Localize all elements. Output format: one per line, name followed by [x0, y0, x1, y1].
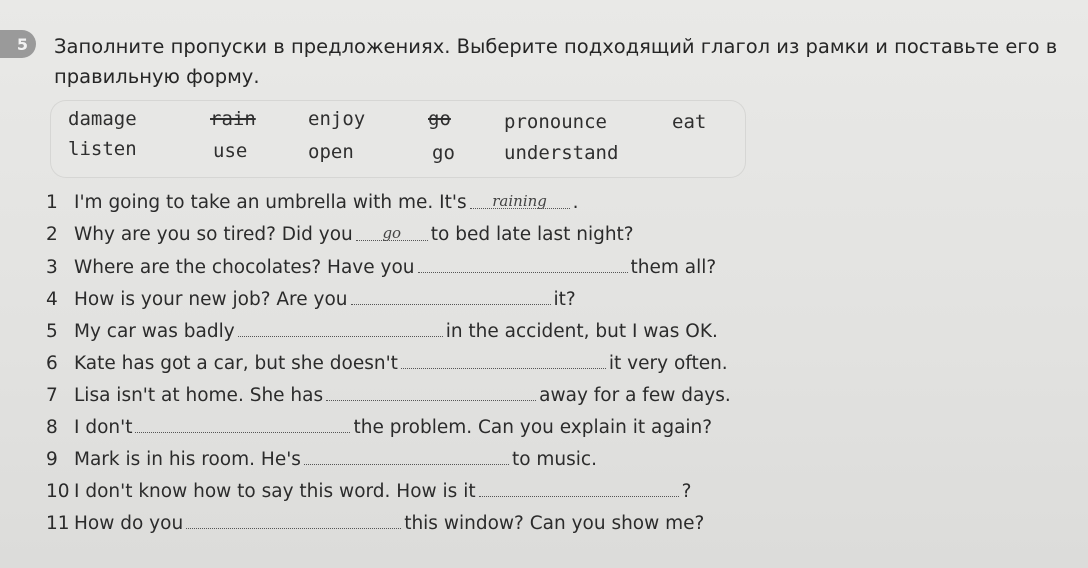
sentence-10: 10 I don't know how to say this word. How is it ? [46, 481, 692, 502]
answer-blank[interactable] [479, 480, 679, 497]
sentence-11: 11 How do you this window? Can you show me? [46, 513, 705, 534]
sentence-text-before: I'm going to take an umbrella with me. It's [74, 192, 467, 213]
word-damage: damage [68, 108, 137, 130]
sentence-text-after: away for a few days. [539, 385, 731, 406]
verb-box [50, 100, 746, 178]
sentence-1: 1 I'm going to take an umbrella with me. It's raining . [46, 192, 579, 213]
answer-blank[interactable] [326, 384, 536, 401]
sentence-text-after: ? [681, 481, 692, 502]
answer-blank[interactable] [470, 192, 570, 209]
sentence-text-before: Where are the chocolates? Have you [74, 257, 415, 278]
sentence-text-after: the problem. Can you explain it again? [353, 417, 713, 438]
word-pronounce: pronounce [504, 111, 607, 133]
sentence-7: 7 Lisa isn't at home. She has away for a few days. [46, 385, 731, 406]
sentence-6: 6 Kate has got a car, but she doesn't it very often. [46, 353, 728, 374]
word-enjoy: enjoy [308, 108, 366, 130]
filled-answer: go [382, 224, 402, 242]
sentence-8: 8 I don't the problem. Can you explain it again? [46, 417, 713, 438]
sentence-text-before: I don't know how to say this word. How is it [74, 481, 476, 502]
word-understand: understand [504, 142, 619, 164]
sentence-5: 5 My car was badly in the accident, but I was OK. [46, 321, 718, 342]
sentence-2: 2 Why are you so tired? Did you go to bed late last night? [46, 224, 634, 245]
sentence-text-before: I don't [74, 417, 133, 438]
answer-blank[interactable] [356, 224, 428, 241]
answer-blank[interactable] [418, 256, 628, 273]
sentence-text-before: How do you [74, 513, 184, 534]
sentence-3: 3 Where are the chocolates? Have you them all? [46, 257, 717, 278]
sentence-text-before: My car was badly [74, 321, 235, 342]
word-go: go [432, 142, 455, 164]
answer-blank[interactable] [401, 352, 606, 369]
exercise-number-badge [0, 30, 36, 58]
sentence-text-before: Kate has got a car, but she doesn't [74, 353, 398, 374]
word-listen: listen [68, 138, 137, 160]
sentence-text-after: in the accident, but I was OK. [445, 321, 718, 342]
word-eat: eat [672, 111, 707, 133]
word-rain-struck: rain [210, 108, 256, 130]
answer-blank[interactable] [135, 416, 350, 433]
filled-answer: raining [492, 192, 547, 210]
sentence-9: 9 Mark is in his room. He's to music. [46, 449, 597, 470]
answer-blank[interactable] [351, 288, 551, 305]
answer-blank[interactable] [238, 320, 443, 337]
answer-blank[interactable] [186, 512, 401, 529]
sentence-text-before: How is your new job? Are you [74, 289, 348, 310]
sentence-text-before: Why are you so tired? Did you [74, 224, 353, 245]
exercise-number: 5 [16, 34, 28, 54]
sentence-text-after: this window? Can you show me? [404, 513, 705, 534]
sentence-text-after: to music. [511, 449, 597, 470]
sentence-4: 4 How is your new job? Are you it? [46, 289, 576, 310]
sentence-text-before: Mark is in his room. He's [74, 449, 301, 470]
sentence-text-after: it? [553, 289, 576, 310]
sentence-text-after: . [572, 192, 579, 213]
sentence-text-after: to bed late last night? [430, 224, 634, 245]
word-open: open [308, 141, 354, 163]
exercise-instruction: Заполните пропуски в предложениях. Выберите подходящий глагол из рамки и поставьте его в правильную форму. [54, 35, 1058, 88]
sentence-text-after: it very often. [608, 353, 728, 374]
word-use: use [213, 140, 248, 162]
word-go-struck: go [428, 108, 451, 130]
sentence-text-before: Lisa isn't at home. She has [74, 385, 324, 406]
sentence-text-after: them all? [630, 257, 717, 278]
answer-blank[interactable] [304, 448, 509, 465]
